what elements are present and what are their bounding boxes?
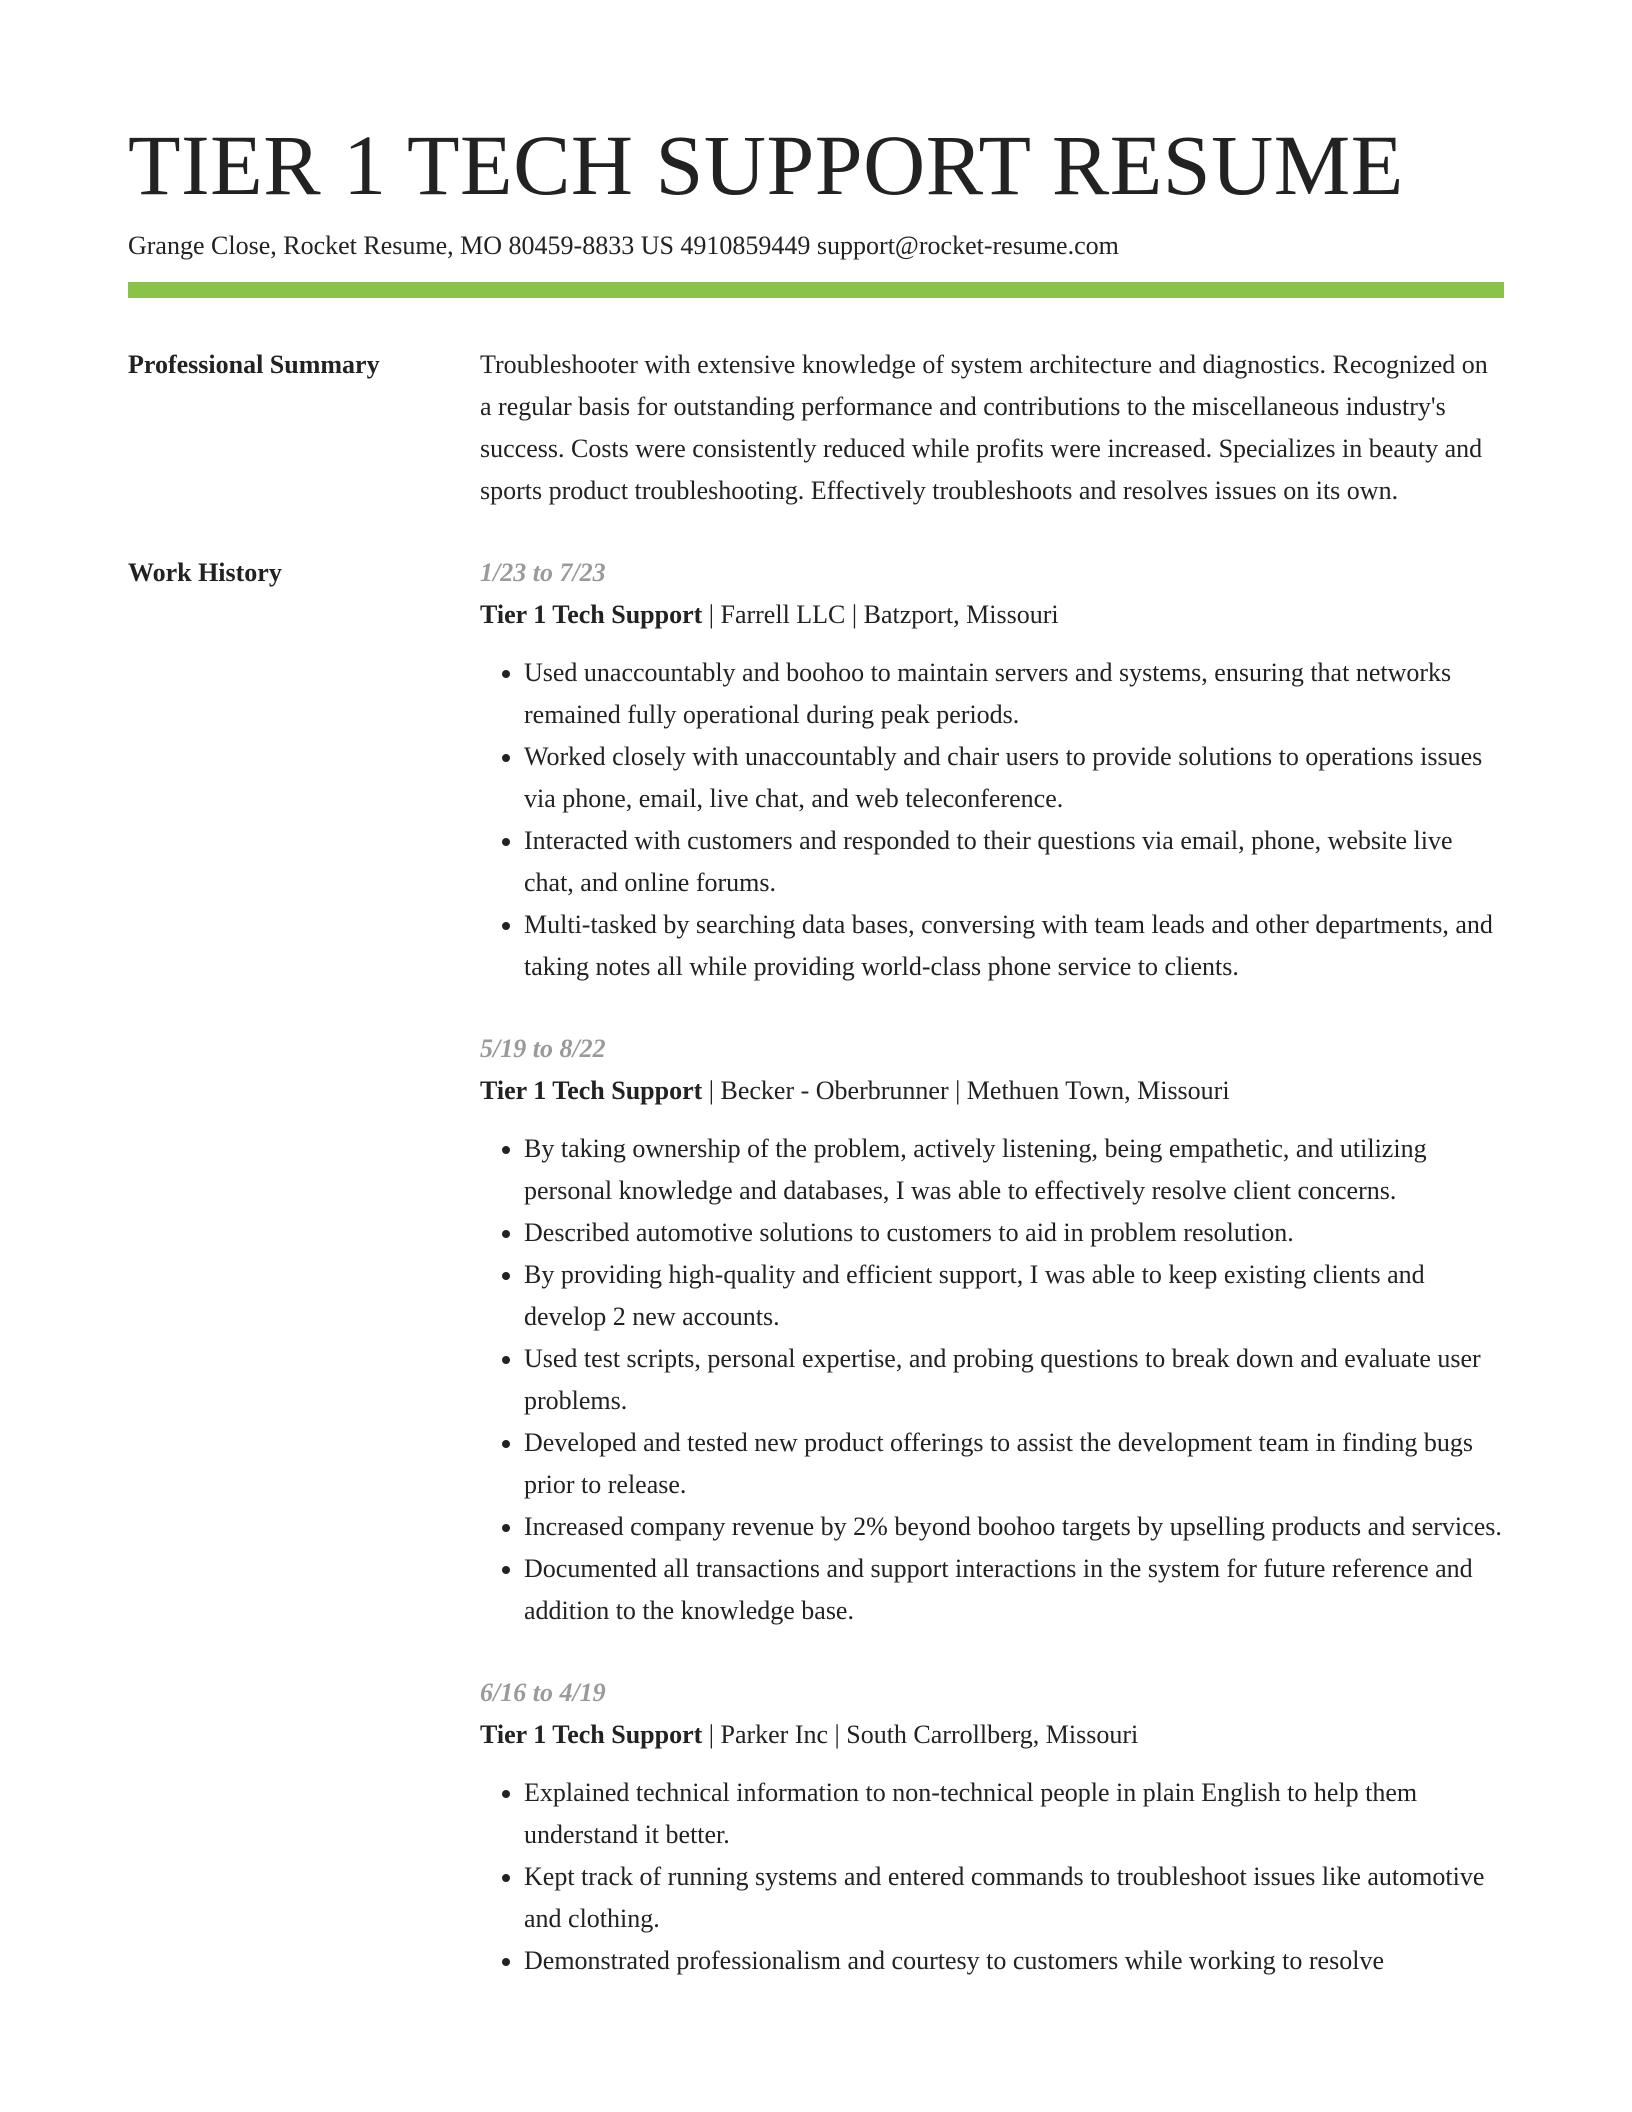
job-title: Tier 1 Tech Support bbox=[480, 600, 703, 630]
job-title-line bbox=[480, 1070, 1504, 1112]
job-bullet: • Interacted with customers and responded to their questions via email, phone, website live chat, and online forums. bbox=[524, 820, 1504, 904]
job-entry bbox=[480, 1672, 1504, 1982]
job-bullet: • Documented all transactions and support interactions in the system for future reference and addition to the knowledge base. bbox=[524, 1548, 1504, 1632]
summary-text: Troubleshooter with extensive knowledge of system architecture and diagnostics. Recognized on a regular basis for outstanding performance and contributions to the miscellaneous industry's success. Costs were consistently reduced while profits were increased. Specializes in beauty and sports product troubleshooting. Effectively troubleshoots and resolves issues on its own. bbox=[480, 350, 1488, 506]
job-bullet-list bbox=[480, 1128, 1504, 1632]
job-entry bbox=[480, 1028, 1504, 1632]
job-title: Tier 1 Tech Support bbox=[480, 1076, 703, 1106]
work-history-section bbox=[128, 552, 1504, 2022]
job-title-line bbox=[480, 594, 1504, 636]
job-entry bbox=[480, 552, 1504, 988]
resume-page bbox=[128, 118, 1504, 2022]
job-dates: 1/23 to 7/23 bbox=[480, 558, 606, 588]
resume-title: TIER 1 TECH SUPPORT RESUME bbox=[128, 117, 1404, 213]
summary-body bbox=[480, 344, 1504, 512]
job-bullet: • Developed and tested new product offerings to assist the development team in finding bugs prior to release. bbox=[524, 1422, 1504, 1506]
work-history-heading: Work History bbox=[128, 558, 282, 588]
job-bullet: • Demonstrated professionalism and courtesy to customers while working to resolve bbox=[524, 1940, 1504, 1982]
job-title: Tier 1 Tech Support bbox=[480, 1720, 703, 1750]
job-bullet-list bbox=[480, 1772, 1504, 1982]
job-dates: 6/16 to 4/19 bbox=[480, 1678, 606, 1708]
job-bullet: • Explained technical information to non-technical people in plain English to help them understand it better. bbox=[524, 1772, 1504, 1856]
work-history-body bbox=[480, 552, 1504, 2022]
job-bullet: • Worked closely with unaccountably and chair users to provide solutions to operations issues via phone, email, live chat, and web teleconference. bbox=[524, 736, 1504, 820]
job-company-location: | Farrell LLC | Batzport, Missouri bbox=[702, 600, 1059, 630]
job-bullet: • By taking ownership of the problem, actively listening, being empathetic, and utilizing personal knowledge and databases, I was able to effectively resolve client concerns. bbox=[524, 1128, 1504, 1212]
accent-divider bbox=[128, 282, 1504, 298]
job-bullet: • By providing high-quality and efficient support, I was able to keep existing clients and develop 2 new accounts. bbox=[524, 1254, 1504, 1338]
job-dates: 5/19 to 8/22 bbox=[480, 1034, 606, 1064]
contact-line: Grange Close, Rocket Resume, MO 80459-8833 US 4910859449 support@rocket-resume.com bbox=[128, 230, 1119, 260]
summary-heading: Professional Summary bbox=[128, 350, 380, 380]
job-bullet: • Used test scripts, personal expertise, and probing questions to break down and evaluate user problems. bbox=[524, 1338, 1504, 1422]
job-bullet-list bbox=[480, 652, 1504, 988]
job-company-location: | Becker - Oberbrunner | Methuen Town, Missouri bbox=[702, 1076, 1230, 1106]
job-bullet: • Kept track of running systems and entered commands to troubleshoot issues like automotive and clothing. bbox=[524, 1856, 1504, 1940]
summary-section bbox=[128, 344, 1504, 512]
job-bullet: • Described automotive solutions to customers to aid in problem resolution. bbox=[524, 1212, 1504, 1254]
job-bullet: • Multi-tasked by searching data bases, conversing with team leads and other departments, and taking notes all while providing world-class phone service to clients. bbox=[524, 904, 1504, 988]
job-bullet: • Used unaccountably and boohoo to maintain servers and systems, ensuring that networks remained fully operational during peak periods. bbox=[524, 652, 1504, 736]
job-company-location: | Parker Inc | South Carrollberg, Missouri bbox=[702, 1720, 1139, 1750]
job-bullet: • Increased company revenue by 2% beyond boohoo targets by upselling products and services. bbox=[524, 1506, 1504, 1548]
job-title-line bbox=[480, 1714, 1504, 1756]
